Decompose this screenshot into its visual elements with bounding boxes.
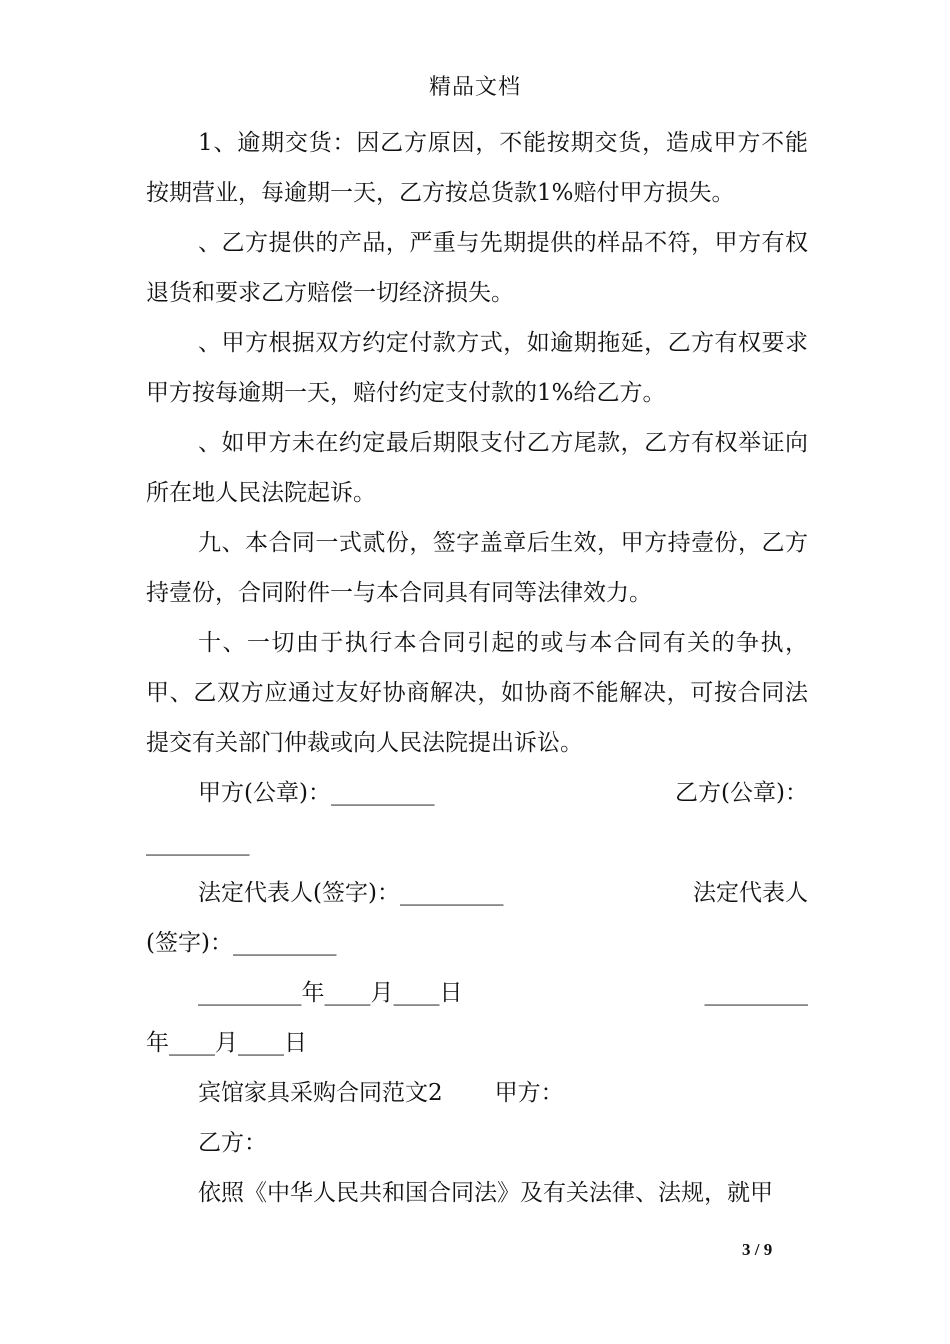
clause-final-payment: 、如甲方未在约定最后期限支付乙方尾款，乙方有权举证向所在地人民法院起诉。 <box>146 430 808 506</box>
next-contract-title: 宾馆家具采购合同范文2 <box>198 1080 443 1106</box>
party-a-seal: 甲方(公章)：_________ <box>198 780 435 806</box>
next-contract-heading <box>146 1068 808 1118</box>
party-b-representative: 法定代表人 <box>693 880 808 906</box>
date-line <box>146 968 808 1018</box>
next-contract-intro: 依照《中华人民共和国合同法》及有关法律、法规，就甲 <box>198 1180 773 1206</box>
page-header: 精品文档 <box>428 75 521 100</box>
party-a-date: _________年____月____日 <box>198 980 463 1006</box>
document-body <box>146 118 808 1218</box>
clause-payment-delay: 、甲方根据双方约定付款方式，如逾期拖延，乙方有权要求甲方按每逾期一天，赔付约定支付款的1%给乙方。 <box>146 330 808 406</box>
seal-line <box>146 768 808 818</box>
clause-ten-disputes: 十、一切由于执行本合同引起的或与本合同有关的争执，甲、乙双方应通过友好协商解决，如协商不能解决，可按合同法提交有关部门仲裁或向人民法院提出诉讼。 <box>146 630 808 756</box>
next-contract-party-a: 甲方： <box>494 1080 564 1106</box>
representative-line <box>146 868 808 918</box>
party-b-date: _________ <box>704 980 808 1006</box>
clause-product-mismatch: 、乙方提供的产品，严重与先期提供的样品不符，甲方有权退货和要求乙方赔偿一切经济损失。 <box>146 230 808 306</box>
page-number: 3 / 9 <box>742 1240 773 1259</box>
clause-nine-copies: 九、本合同一式贰份，签字盖章后生效，甲方持壹份，乙方持壹份，合同附件一与本合同具有同等法律效力。 <box>146 530 808 606</box>
party-a-representative: 法定代表人(签字)：_________ <box>198 880 504 906</box>
party-b-date-cont: 年____月____日 <box>146 1030 307 1056</box>
party-b-seal-blank: _________ <box>146 830 250 856</box>
next-contract-party-b: 乙方： <box>198 1130 267 1156</box>
party-b-representative-cont: (签字)：_________ <box>146 930 337 956</box>
clause-overdue-delivery: 1、逾期交货：因乙方原因，不能按期交货，造成甲方不能按期营业，每逾期一天，乙方按总货款1%赔付甲方损失。 <box>146 130 808 206</box>
party-b-seal: 乙方(公章)： <box>675 780 808 806</box>
